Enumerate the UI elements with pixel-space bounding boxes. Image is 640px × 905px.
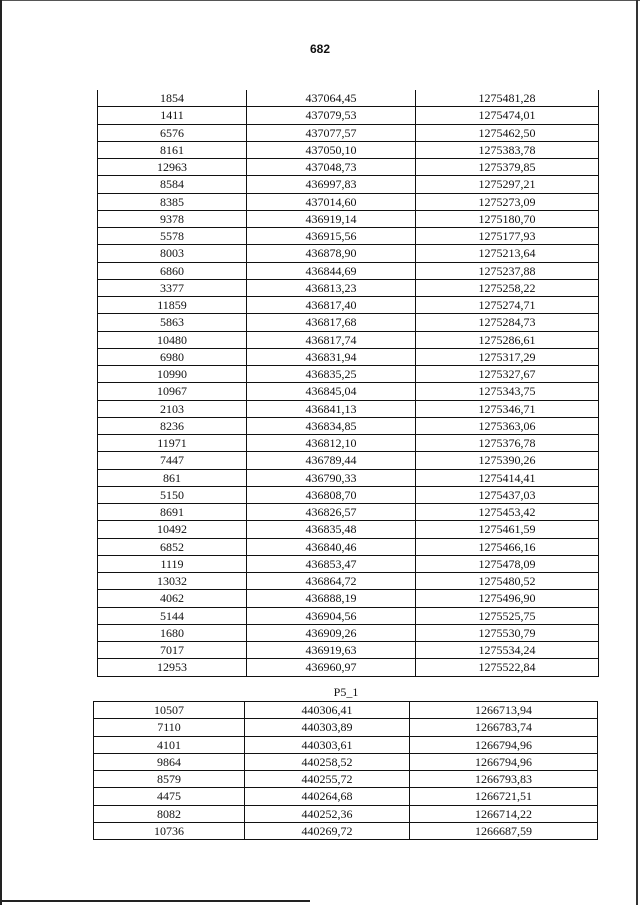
y-coordinate-cell: 1275286,61 xyxy=(416,331,599,348)
table-row xyxy=(98,366,599,383)
coordinates-table-top xyxy=(97,90,599,677)
table-row xyxy=(98,124,599,141)
point-number-cell: 6852 xyxy=(98,538,247,555)
point-number-cell: 10736 xyxy=(94,822,245,839)
x-coordinate-cell: 440258,52 xyxy=(245,753,410,770)
point-number-cell: 2103 xyxy=(98,400,247,417)
y-coordinate-cell: 1266721,51 xyxy=(410,788,598,805)
x-coordinate-cell: 436835,25 xyxy=(247,366,416,383)
x-coordinate-cell: 436841,13 xyxy=(247,400,416,417)
table-row xyxy=(98,107,599,124)
y-coordinate-cell: 1275383,78 xyxy=(416,141,599,158)
x-coordinate-cell: 440306,41 xyxy=(245,702,410,719)
y-coordinate-cell: 1275284,73 xyxy=(416,314,599,331)
point-number-cell: 11971 xyxy=(98,435,247,452)
y-coordinate-cell: 1275437,03 xyxy=(416,486,599,503)
table-row xyxy=(94,788,598,805)
x-coordinate-cell: 440303,61 xyxy=(245,736,410,753)
page-edge-right xyxy=(636,0,638,905)
page-edge-top xyxy=(0,0,640,1)
y-coordinate-cell: 1266793,83 xyxy=(410,771,598,788)
point-number-cell: 12953 xyxy=(98,659,247,676)
point-number-cell: 8236 xyxy=(98,417,247,434)
table-row xyxy=(98,504,599,521)
y-coordinate-cell: 1275466,16 xyxy=(416,538,599,555)
x-coordinate-cell: 437077,57 xyxy=(247,124,416,141)
y-coordinate-cell: 1266794,96 xyxy=(410,736,598,753)
y-coordinate-cell: 1275273,09 xyxy=(416,193,599,210)
table-row xyxy=(94,702,598,719)
x-coordinate-cell: 436831,94 xyxy=(247,348,416,365)
point-number-cell: 6980 xyxy=(98,348,247,365)
table-row xyxy=(98,159,599,176)
y-coordinate-cell: 1275390,26 xyxy=(416,452,599,469)
x-coordinate-cell: 436840,46 xyxy=(247,538,416,555)
table-row xyxy=(94,805,598,822)
point-number-cell: 1854 xyxy=(98,90,247,107)
y-coordinate-cell: 1275481,28 xyxy=(416,90,599,107)
y-coordinate-cell: 1275274,71 xyxy=(416,297,599,314)
table-row xyxy=(98,383,599,400)
point-number-cell: 8584 xyxy=(98,176,247,193)
x-coordinate-cell: 436915,56 xyxy=(247,228,416,245)
page-edge-left xyxy=(0,0,2,905)
point-number-cell: 8003 xyxy=(98,245,247,262)
x-coordinate-cell: 436817,74 xyxy=(247,331,416,348)
y-coordinate-cell: 1275414,41 xyxy=(416,469,599,486)
point-number-cell: 4062 xyxy=(98,590,247,607)
table-row xyxy=(98,245,599,262)
y-coordinate-cell: 1275496,90 xyxy=(416,590,599,607)
y-coordinate-cell: 1275530,79 xyxy=(416,624,599,641)
x-coordinate-cell: 437079,53 xyxy=(247,107,416,124)
table-row xyxy=(94,736,598,753)
y-coordinate-cell: 1275327,67 xyxy=(416,366,599,383)
table-row xyxy=(94,771,598,788)
point-number-cell: 6576 xyxy=(98,124,247,141)
y-coordinate-cell: 1266687,59 xyxy=(410,822,598,839)
x-coordinate-cell: 436845,04 xyxy=(247,383,416,400)
y-coordinate-cell: 1275343,75 xyxy=(416,383,599,400)
point-number-cell: 8161 xyxy=(98,141,247,158)
table-row xyxy=(98,141,599,158)
point-number-cell: 10507 xyxy=(94,702,245,719)
y-coordinate-cell: 1275180,70 xyxy=(416,210,599,227)
table-row xyxy=(98,486,599,503)
point-number-cell: 7110 xyxy=(94,719,245,736)
page-edge-bottom xyxy=(0,900,310,902)
table-row xyxy=(98,193,599,210)
point-number-cell: 1411 xyxy=(98,107,247,124)
table-row xyxy=(98,659,599,676)
point-number-cell: 861 xyxy=(98,469,247,486)
table-row xyxy=(98,314,599,331)
y-coordinate-cell: 1275480,52 xyxy=(416,573,599,590)
x-coordinate-cell: 436904,56 xyxy=(247,607,416,624)
y-coordinate-cell: 1275453,42 xyxy=(416,504,599,521)
point-number-cell: 7017 xyxy=(98,642,247,659)
table-row xyxy=(98,90,599,107)
point-number-cell: 10480 xyxy=(98,331,247,348)
point-number-cell: 6860 xyxy=(98,262,247,279)
table-row xyxy=(98,573,599,590)
x-coordinate-cell: 436817,68 xyxy=(247,314,416,331)
point-number-cell: 10492 xyxy=(98,521,247,538)
table-row xyxy=(98,210,599,227)
point-number-cell: 10990 xyxy=(98,366,247,383)
x-coordinate-cell: 436826,57 xyxy=(247,504,416,521)
table-row xyxy=(98,297,599,314)
y-coordinate-cell: 1275534,24 xyxy=(416,642,599,659)
table-row xyxy=(98,417,599,434)
y-coordinate-cell: 1275258,22 xyxy=(416,279,599,296)
y-coordinate-cell: 1266714,22 xyxy=(410,805,598,822)
table-row xyxy=(98,331,599,348)
point-number-cell: 5150 xyxy=(98,486,247,503)
point-number-cell: 7447 xyxy=(98,452,247,469)
point-number-cell: 4101 xyxy=(94,736,245,753)
y-coordinate-cell: 1266713,94 xyxy=(410,702,598,719)
point-number-cell: 8082 xyxy=(94,805,245,822)
x-coordinate-cell: 436878,90 xyxy=(247,245,416,262)
y-coordinate-cell: 1275525,75 xyxy=(416,607,599,624)
y-coordinate-cell: 1275213,64 xyxy=(416,245,599,262)
x-coordinate-cell: 436853,47 xyxy=(247,555,416,572)
table-row xyxy=(98,607,599,624)
point-number-cell: 5578 xyxy=(98,228,247,245)
section-label: P5_1 xyxy=(333,685,359,699)
table-row xyxy=(98,435,599,452)
x-coordinate-cell: 436844,69 xyxy=(247,262,416,279)
point-number-cell: 9864 xyxy=(94,753,245,770)
point-number-cell: 11859 xyxy=(98,297,247,314)
table-row xyxy=(98,642,599,659)
x-coordinate-cell: 436919,63 xyxy=(247,642,416,659)
table-row xyxy=(98,262,599,279)
table-row xyxy=(94,719,598,736)
table-row xyxy=(94,753,598,770)
x-coordinate-cell: 436790,33 xyxy=(247,469,416,486)
point-number-cell: 8385 xyxy=(98,193,247,210)
point-number-cell: 1119 xyxy=(98,555,247,572)
y-coordinate-cell: 1275379,85 xyxy=(416,159,599,176)
page-number: 682 xyxy=(309,42,331,56)
x-coordinate-cell: 436835,48 xyxy=(247,521,416,538)
x-coordinate-cell: 440269,72 xyxy=(245,822,410,839)
table-row xyxy=(98,176,599,193)
y-coordinate-cell: 1275363,06 xyxy=(416,417,599,434)
point-number-cell: 4475 xyxy=(94,788,245,805)
table-row xyxy=(98,452,599,469)
y-coordinate-cell: 1275474,01 xyxy=(416,107,599,124)
table-row xyxy=(98,521,599,538)
point-number-cell: 5863 xyxy=(98,314,247,331)
point-number-cell: 8691 xyxy=(98,504,247,521)
x-coordinate-cell: 437014,60 xyxy=(247,193,416,210)
point-number-cell: 12963 xyxy=(98,159,247,176)
table-row xyxy=(98,538,599,555)
x-coordinate-cell: 440303,89 xyxy=(245,719,410,736)
x-coordinate-cell: 440264,68 xyxy=(245,788,410,805)
x-coordinate-cell: 440255,72 xyxy=(245,771,410,788)
table-row xyxy=(98,228,599,245)
x-coordinate-cell: 436808,70 xyxy=(247,486,416,503)
table-row xyxy=(98,590,599,607)
x-coordinate-cell: 437050,10 xyxy=(247,141,416,158)
table-row xyxy=(98,400,599,417)
x-coordinate-cell: 436919,14 xyxy=(247,210,416,227)
point-number-cell: 10967 xyxy=(98,383,247,400)
x-coordinate-cell: 436997,83 xyxy=(247,176,416,193)
x-coordinate-cell: 436909,26 xyxy=(247,624,416,641)
x-coordinate-cell: 437064,45 xyxy=(247,90,416,107)
y-coordinate-cell: 1275297,21 xyxy=(416,176,599,193)
y-coordinate-cell: 1275376,78 xyxy=(416,435,599,452)
y-coordinate-cell: 1275478,09 xyxy=(416,555,599,572)
x-coordinate-cell: 436789,44 xyxy=(247,452,416,469)
table-row xyxy=(98,555,599,572)
point-number-cell: 1680 xyxy=(98,624,247,641)
point-number-cell: 13032 xyxy=(98,573,247,590)
point-number-cell: 8579 xyxy=(94,771,245,788)
y-coordinate-cell: 1275237,88 xyxy=(416,262,599,279)
y-coordinate-cell: 1275317,29 xyxy=(416,348,599,365)
table-row xyxy=(98,279,599,296)
table-row xyxy=(98,348,599,365)
y-coordinate-cell: 1275522,84 xyxy=(416,659,599,676)
point-number-cell: 5144 xyxy=(98,607,247,624)
x-coordinate-cell: 436960,97 xyxy=(247,659,416,676)
table-row xyxy=(94,822,598,839)
y-coordinate-cell: 1275462,50 xyxy=(416,124,599,141)
x-coordinate-cell: 436817,40 xyxy=(247,297,416,314)
x-coordinate-cell: 436834,85 xyxy=(247,417,416,434)
y-coordinate-cell: 1266794,96 xyxy=(410,753,598,770)
y-coordinate-cell: 1275177,93 xyxy=(416,228,599,245)
table-row xyxy=(98,469,599,486)
y-coordinate-cell: 1275346,71 xyxy=(416,400,599,417)
x-coordinate-cell: 436813,23 xyxy=(247,279,416,296)
table-row xyxy=(98,624,599,641)
point-number-cell: 3377 xyxy=(98,279,247,296)
x-coordinate-cell: 436812,10 xyxy=(247,435,416,452)
y-coordinate-cell: 1275461,59 xyxy=(416,521,599,538)
y-coordinate-cell: 1266783,74 xyxy=(410,719,598,736)
x-coordinate-cell: 436864,72 xyxy=(247,573,416,590)
point-number-cell: 9378 xyxy=(98,210,247,227)
x-coordinate-cell: 436888,19 xyxy=(247,590,416,607)
x-coordinate-cell: 437048,73 xyxy=(247,159,416,176)
x-coordinate-cell: 440252,36 xyxy=(245,805,410,822)
coordinates-table-bottom xyxy=(93,701,598,840)
